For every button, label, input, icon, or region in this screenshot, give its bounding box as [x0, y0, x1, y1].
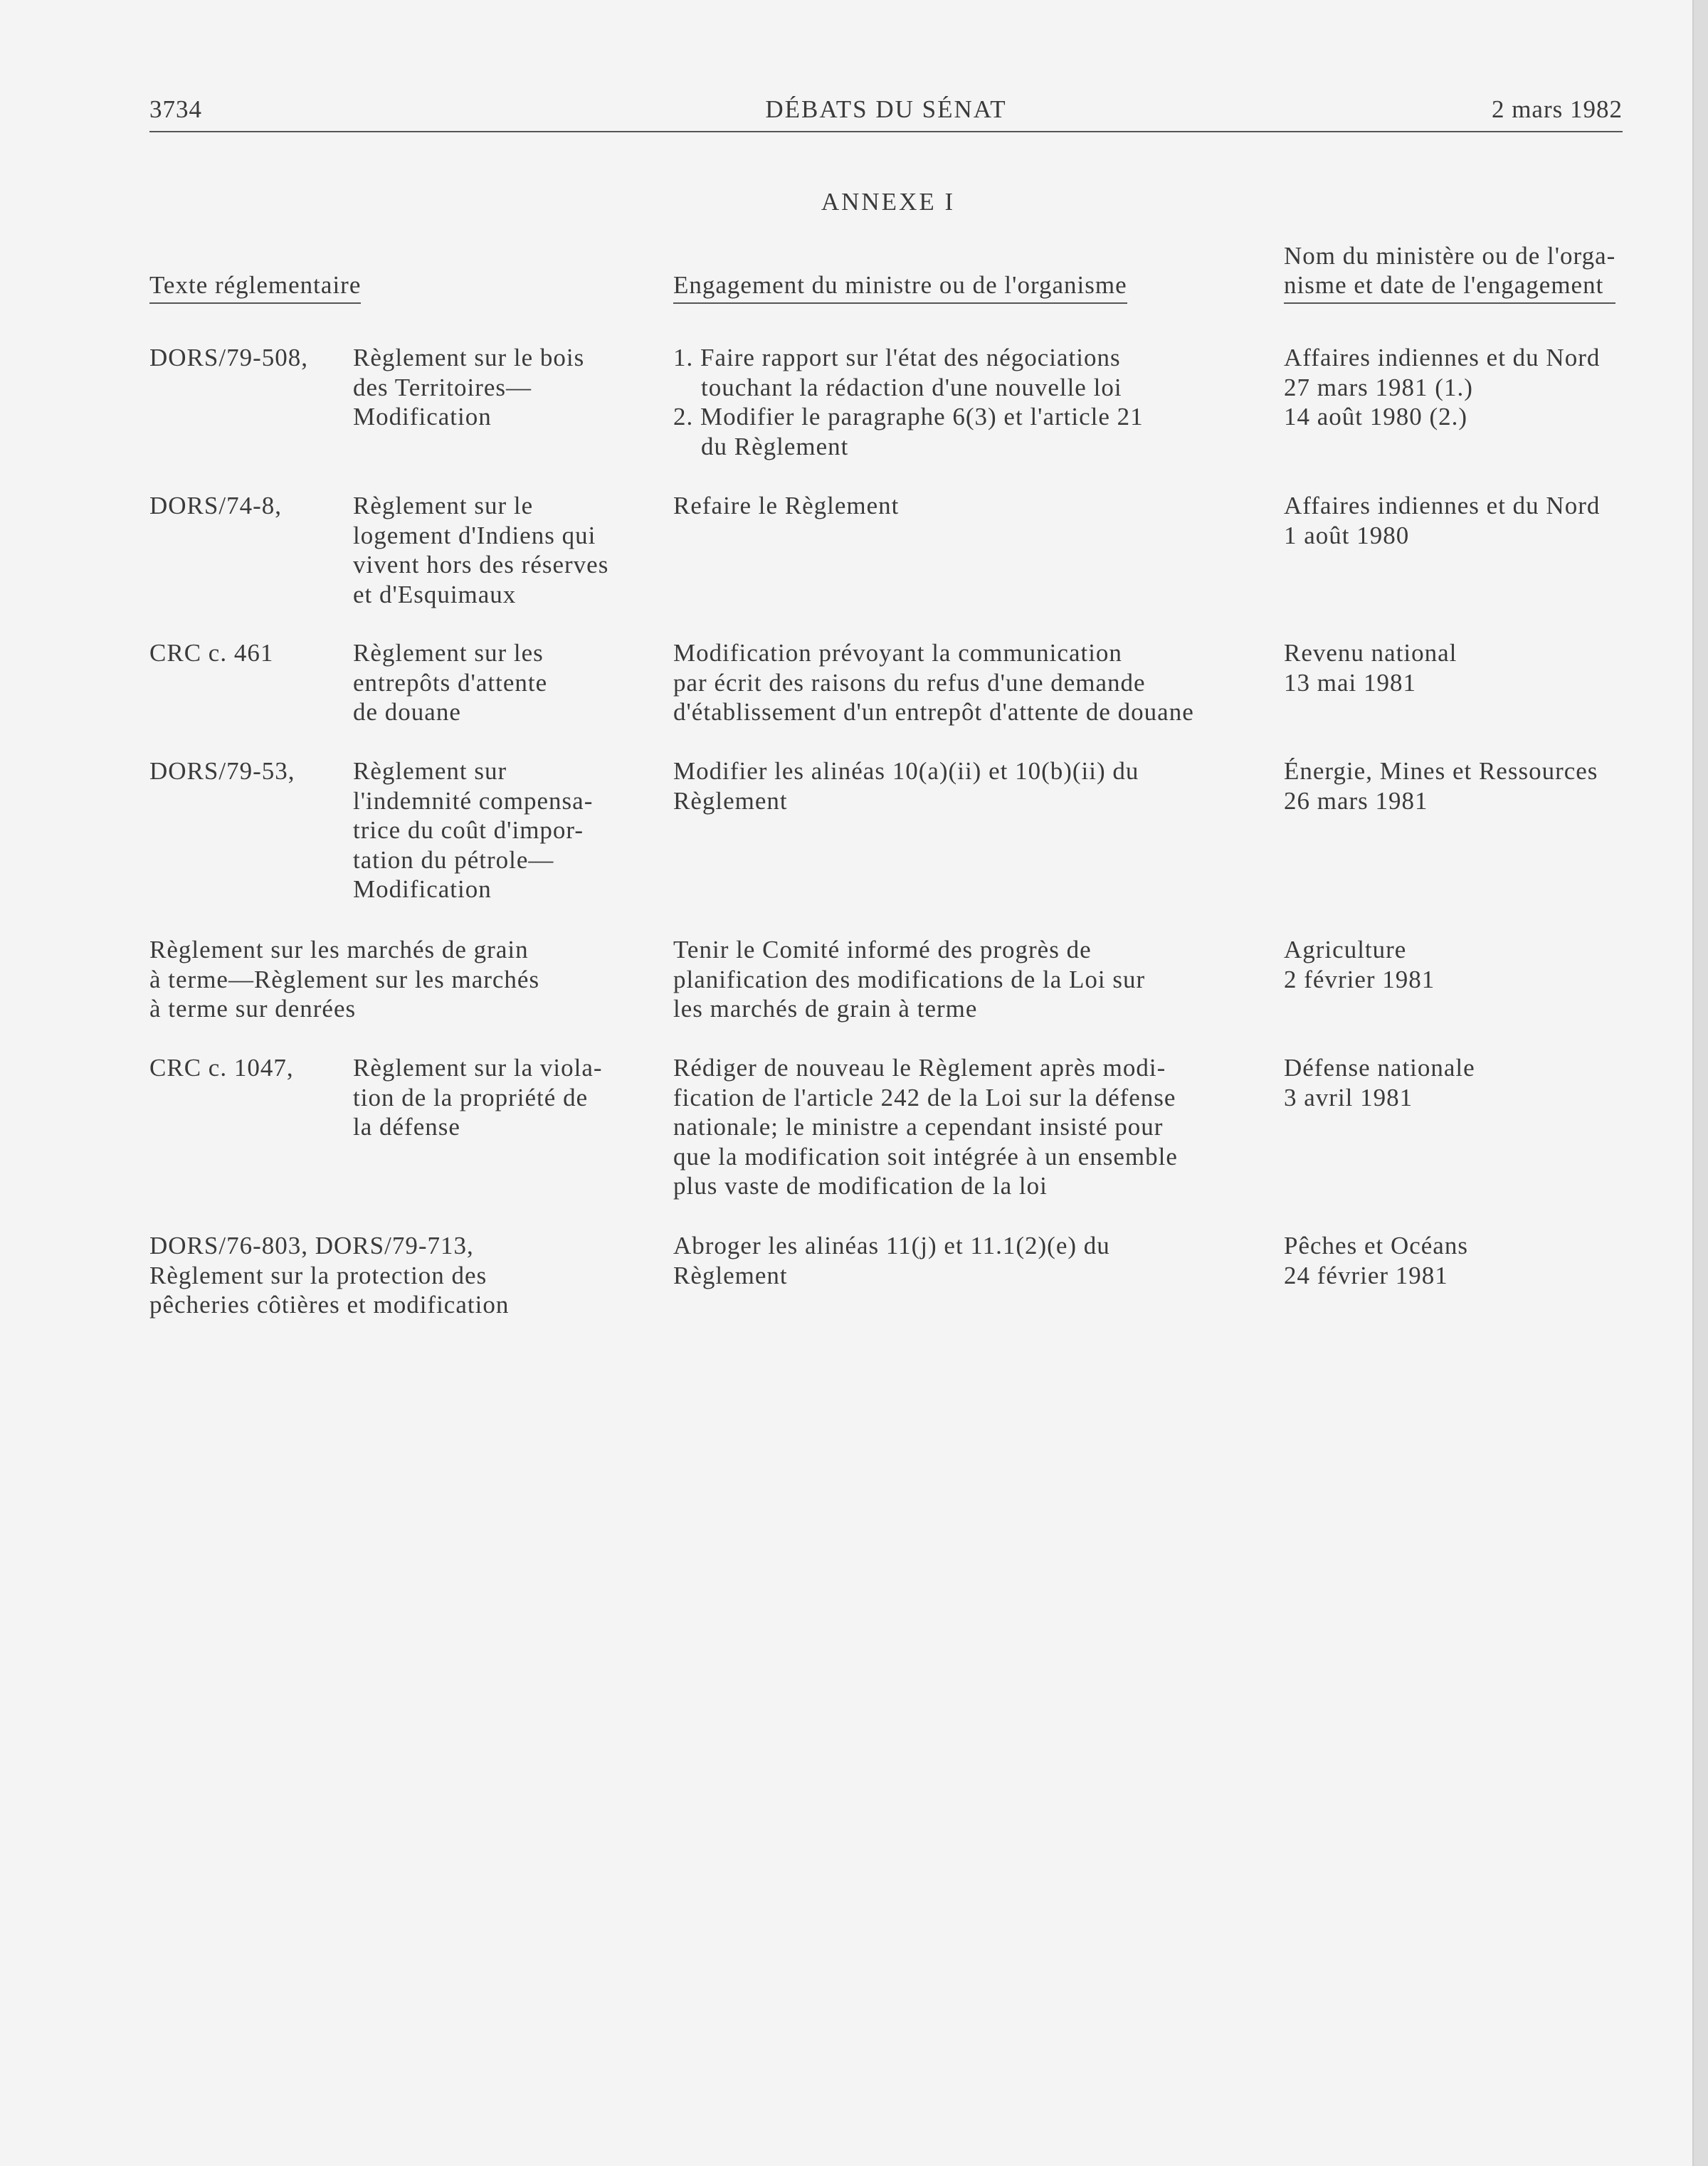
engagement-text: Abroger les alinéas 11(j) et 11.1(2)(e) du Règlement: [673, 1232, 1110, 1289]
regulation-reference: DORS/79-508,: [149, 344, 308, 371]
page-header: [149, 95, 1623, 132]
engagement-text: Modification prévoyant la communication par écrit des raisons du refus d'une demande d'établissement d'un entrepôt d'attente de douane: [673, 639, 1194, 726]
regulation-reference: DORS/74-8,: [149, 492, 282, 519]
ministry-and-date: Pêches et Océans 24 février 1981: [1284, 1232, 1468, 1289]
regulation-title: Règlement sur les marchés de grain à terme—Règlement sur les marchés à terme sur denrées: [149, 936, 540, 1023]
regulation-title: Règlement sur l'indemnité compensa- trice du coût d'impor- tation du pétrole— Modification: [353, 757, 594, 903]
annex-title: ANNEXE I: [821, 188, 956, 216]
ministry-and-date: Affaires indiennes et du Nord 1 août 1980: [1284, 492, 1601, 549]
regulation-title: Règlement sur les entrepôts d'attente de douane: [353, 639, 548, 726]
engagement-text: Tenir le Comité informé des progrès de planification des modifications de la Loi sur les marchés de grain à terme: [673, 936, 1146, 1023]
column-header-ministry: Nom du ministère ou de l'orga- nisme et date de l'engagement: [1284, 241, 1615, 304]
regulation-title: Règlement sur le bois des Territoires— Modification: [353, 344, 585, 430]
ministry-and-date: Agriculture 2 février 1981: [1284, 936, 1435, 993]
column-header-engagement: Engagement du ministre ou de l'organisme: [673, 270, 1127, 304]
regulation-reference: CRC c. 461: [149, 639, 274, 667]
engagement-text: 1. Faire rapport sur l'état des négociations touchant la rédaction d'une nouvelle loi 2. Modifier le paragraphe 6(3) et l'article 21 du Règlement: [673, 344, 1144, 460]
engagement-text: Refaire le Règlement: [673, 492, 900, 519]
publication-date: 2 mars 1982: [1491, 95, 1623, 123]
page-number: 3734: [149, 95, 202, 123]
regulation-title: DORS/76-803, DORS/79-713, Règlement sur la protection des pêcheries côtières et modification: [149, 1232, 510, 1319]
engagement-text: Rédiger de nouveau le Règlement après modi- fication de l'article 242 de la Loi sur la défense nationale; le ministre a cependant insisté pour que la modification soit intégrée à un ensemble plus vaste de modification de la loi: [673, 1054, 1178, 1200]
ministry-and-date: Défense nationale 3 avril 1981: [1284, 1054, 1475, 1111]
regulation-reference: CRC c. 1047,: [149, 1054, 294, 1082]
ministry-and-date: Affaires indiennes et du Nord 27 mars 1981 (1.) 14 août 1980 (2.): [1284, 344, 1601, 430]
column-header-regulation: Texte réglementaire: [149, 270, 361, 304]
regulation-title: Règlement sur le logement d'Indiens qui vivent hors des réserves et d'Esquimaux: [353, 492, 609, 608]
ministry-and-date: Revenu national 13 mai 1981: [1284, 639, 1457, 697]
page-edge: [1692, 0, 1708, 2166]
ministry-and-date: Énergie, Mines et Ressources 26 mars 1981: [1284, 757, 1598, 815]
publication-title: DÉBATS DU SÉNAT: [765, 95, 1007, 123]
regulation-reference: DORS/79-53,: [149, 757, 295, 785]
engagement-text: Modifier les alinéas 10(a)(ii) et 10(b)(ii) du Règlement: [673, 757, 1139, 815]
regulation-title: Règlement sur la viola- tion de la propriété de la défense: [353, 1054, 603, 1141]
